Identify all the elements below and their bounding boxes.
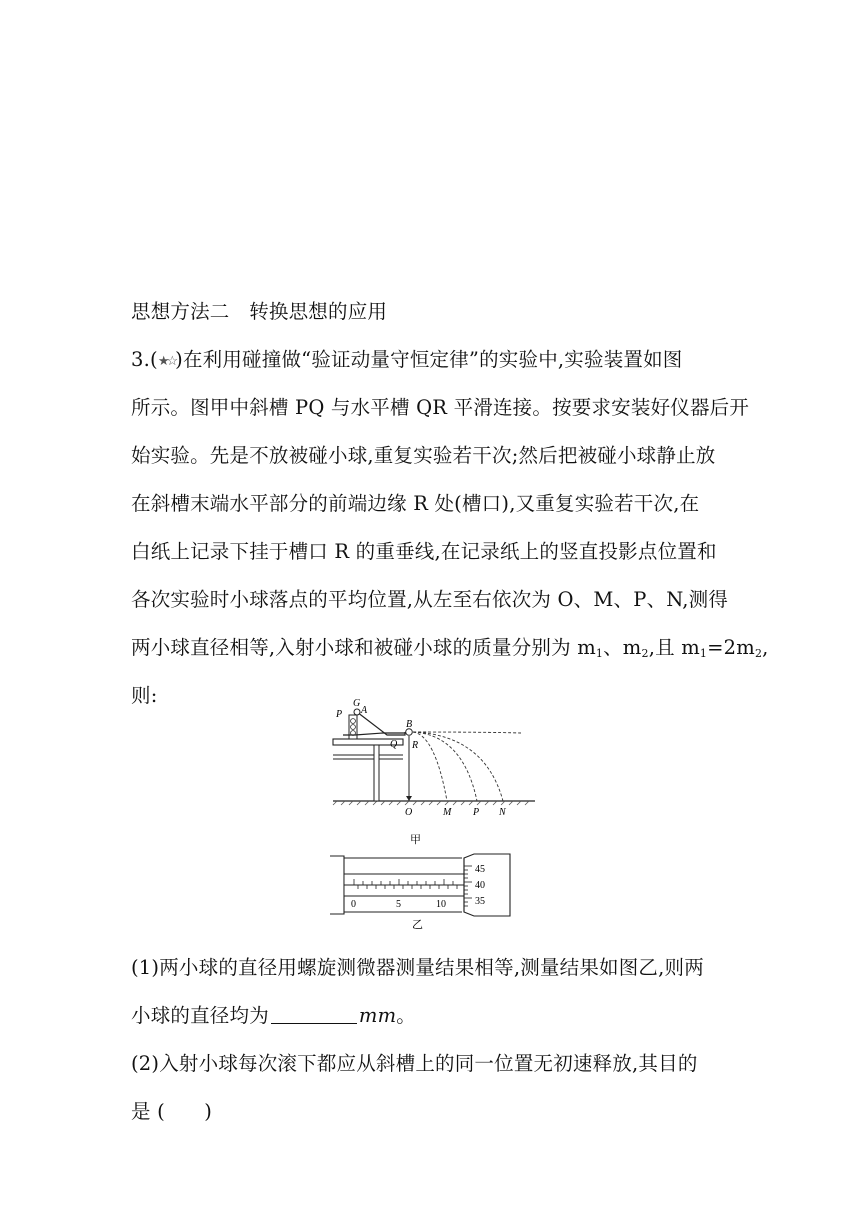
sub-question-2-line-1: (2)入射小球每次滚下都应从斜槽上的同一位置无初速释放,其目的 (131, 1052, 698, 1075)
caption-yi: 乙 (412, 919, 423, 931)
main-scale-5: 5 (396, 899, 401, 910)
thimble-35: 35 (475, 896, 485, 907)
question-then: 则: (131, 684, 158, 707)
label-o: O (405, 807, 413, 818)
figure-yi (322, 852, 518, 936)
caption-jia: 甲 (410, 834, 421, 846)
question-line-5: 白纸上记录下挂于槽口 R 的重垂线,在记录纸上的竖直投影点位置和 (131, 540, 717, 563)
label-p2: P (473, 807, 480, 818)
question-text: 在利用碰撞做“验证动量守恒定律”的实验中,实验装置如图 (182, 348, 683, 371)
label-q: Q (390, 739, 398, 750)
main-scale-0: 0 (351, 899, 356, 910)
label-a: A (361, 705, 368, 716)
label-n: N (499, 807, 506, 818)
answer-blank[interactable] (271, 1005, 357, 1024)
label-g: G (353, 698, 361, 709)
sub-question-1-line-1: (1)两小球的直径用螺旋测微器测量结果相等,测量结果如图乙,则两 (131, 956, 704, 979)
label-m: M (443, 807, 452, 818)
sub-question-1-line-2: 小球的直径均为 mm。 (131, 1004, 416, 1027)
difficulty-star-icon: ★☆ (157, 354, 176, 369)
question-number: 3. (131, 348, 151, 371)
question-line-7: 两小球直径相等,入射小球和被碰小球的质量分别为 $m_1$、$m_2$,且 $m_1=2m_2$, (131, 636, 769, 660)
question-line-4: 在斜槽末端水平部分的前端边缘 R 处(槽口),又重复实验若干次,在 (131, 492, 700, 515)
thimble-45: 45 (475, 864, 485, 875)
section-title: 思想方法二 转换思想的应用 (131, 300, 388, 323)
label-r: R (412, 740, 419, 751)
main-scale-10: 10 (436, 899, 446, 910)
figure-jia (325, 695, 545, 855)
question-line-6: 各次实验时小球落点的平均位置,从左至右依次为 O、M、P、N,测得 (131, 588, 729, 611)
label-p: P (336, 709, 343, 720)
thimble-40: 40 (475, 880, 485, 891)
label-b: B (406, 719, 413, 730)
question-line-2: 所示。图甲中斜槽 PQ 与水平槽 QR 平滑连接。按要求安装好仪器后开 (131, 396, 750, 419)
question-line-1: 3.(★☆)在利用碰撞做“验证动量守恒定律”的实验中,实验装置如图 (131, 348, 683, 371)
question-line-3: 始实验。先是不放被碰小球,重复实验若干次;然后把被碰小球静止放 (131, 444, 716, 467)
sub-question-2-line-2: 是 ( ) (131, 1100, 213, 1123)
